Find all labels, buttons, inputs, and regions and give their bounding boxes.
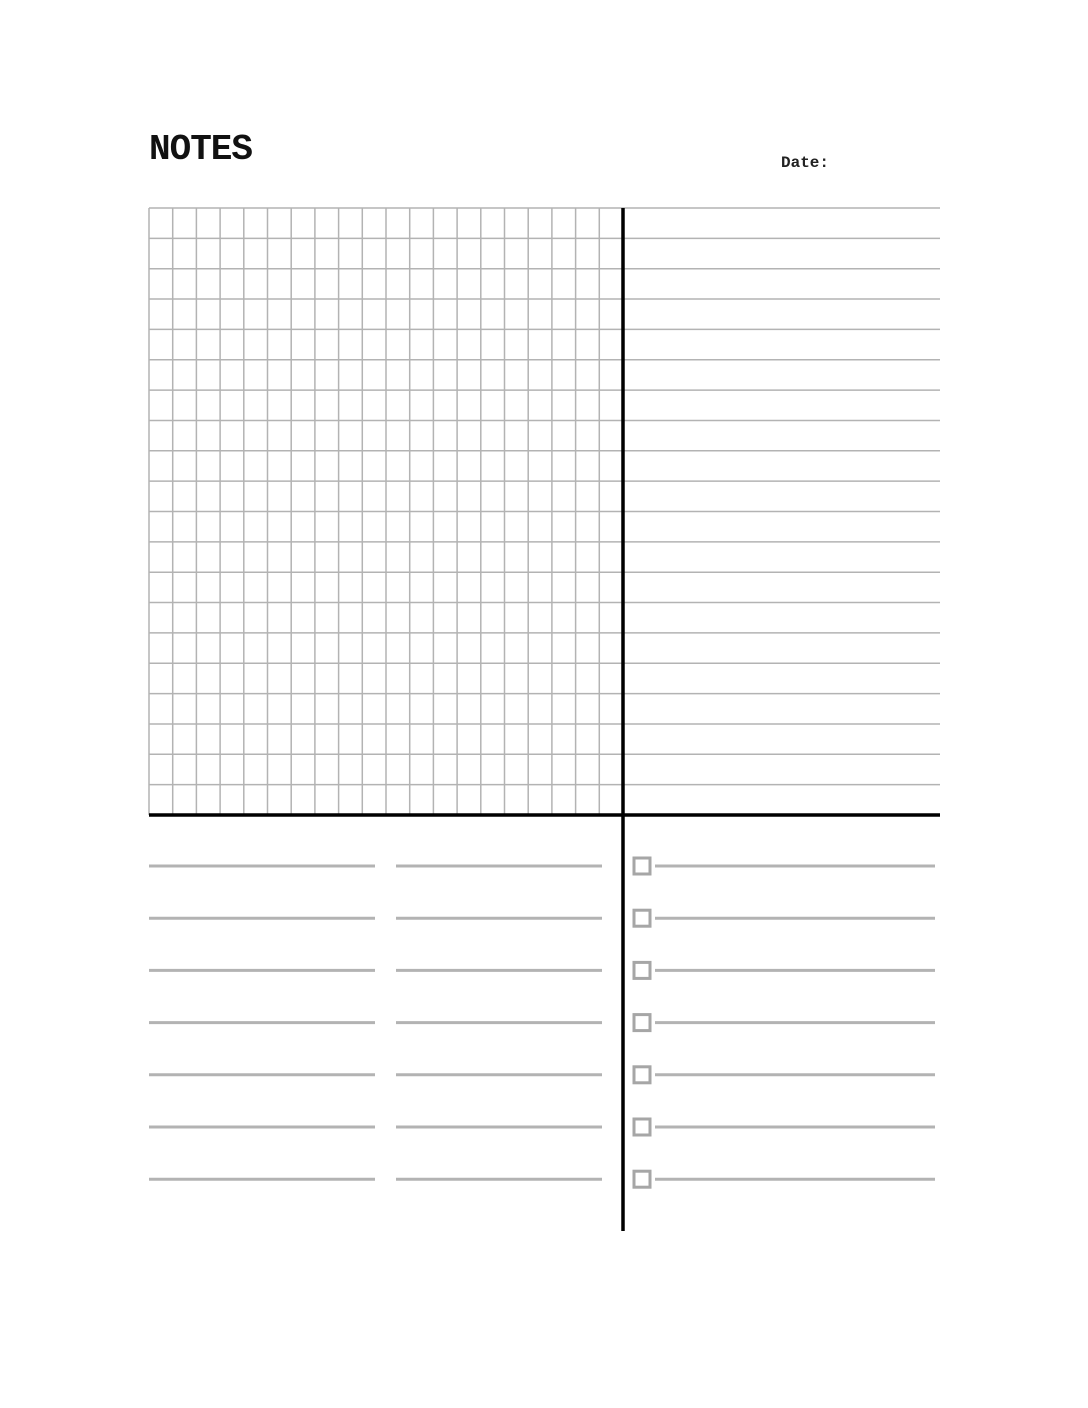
- ruled-lines-area: [623, 208, 940, 785]
- checklist-item: [634, 1015, 935, 1031]
- graph-grid: [149, 208, 623, 815]
- checkbox[interactable]: [634, 1015, 650, 1031]
- date-label: Date:: [781, 154, 830, 172]
- checklist-item: [634, 1067, 935, 1083]
- checklist-item: [634, 1119, 935, 1135]
- checklist-area: [634, 858, 935, 1187]
- checkbox[interactable]: [634, 1067, 650, 1083]
- page-title: NOTES: [149, 129, 253, 170]
- bottom-left-lines-area: [149, 866, 602, 1179]
- checkbox[interactable]: [634, 858, 650, 874]
- checkbox[interactable]: [634, 962, 650, 978]
- checkbox[interactable]: [634, 1171, 650, 1187]
- checklist-item: [634, 962, 935, 978]
- checklist-item: [634, 910, 935, 926]
- checkbox[interactable]: [634, 910, 650, 926]
- checkbox[interactable]: [634, 1119, 650, 1135]
- checklist-item: [634, 1171, 935, 1187]
- checklist-item: [634, 858, 935, 874]
